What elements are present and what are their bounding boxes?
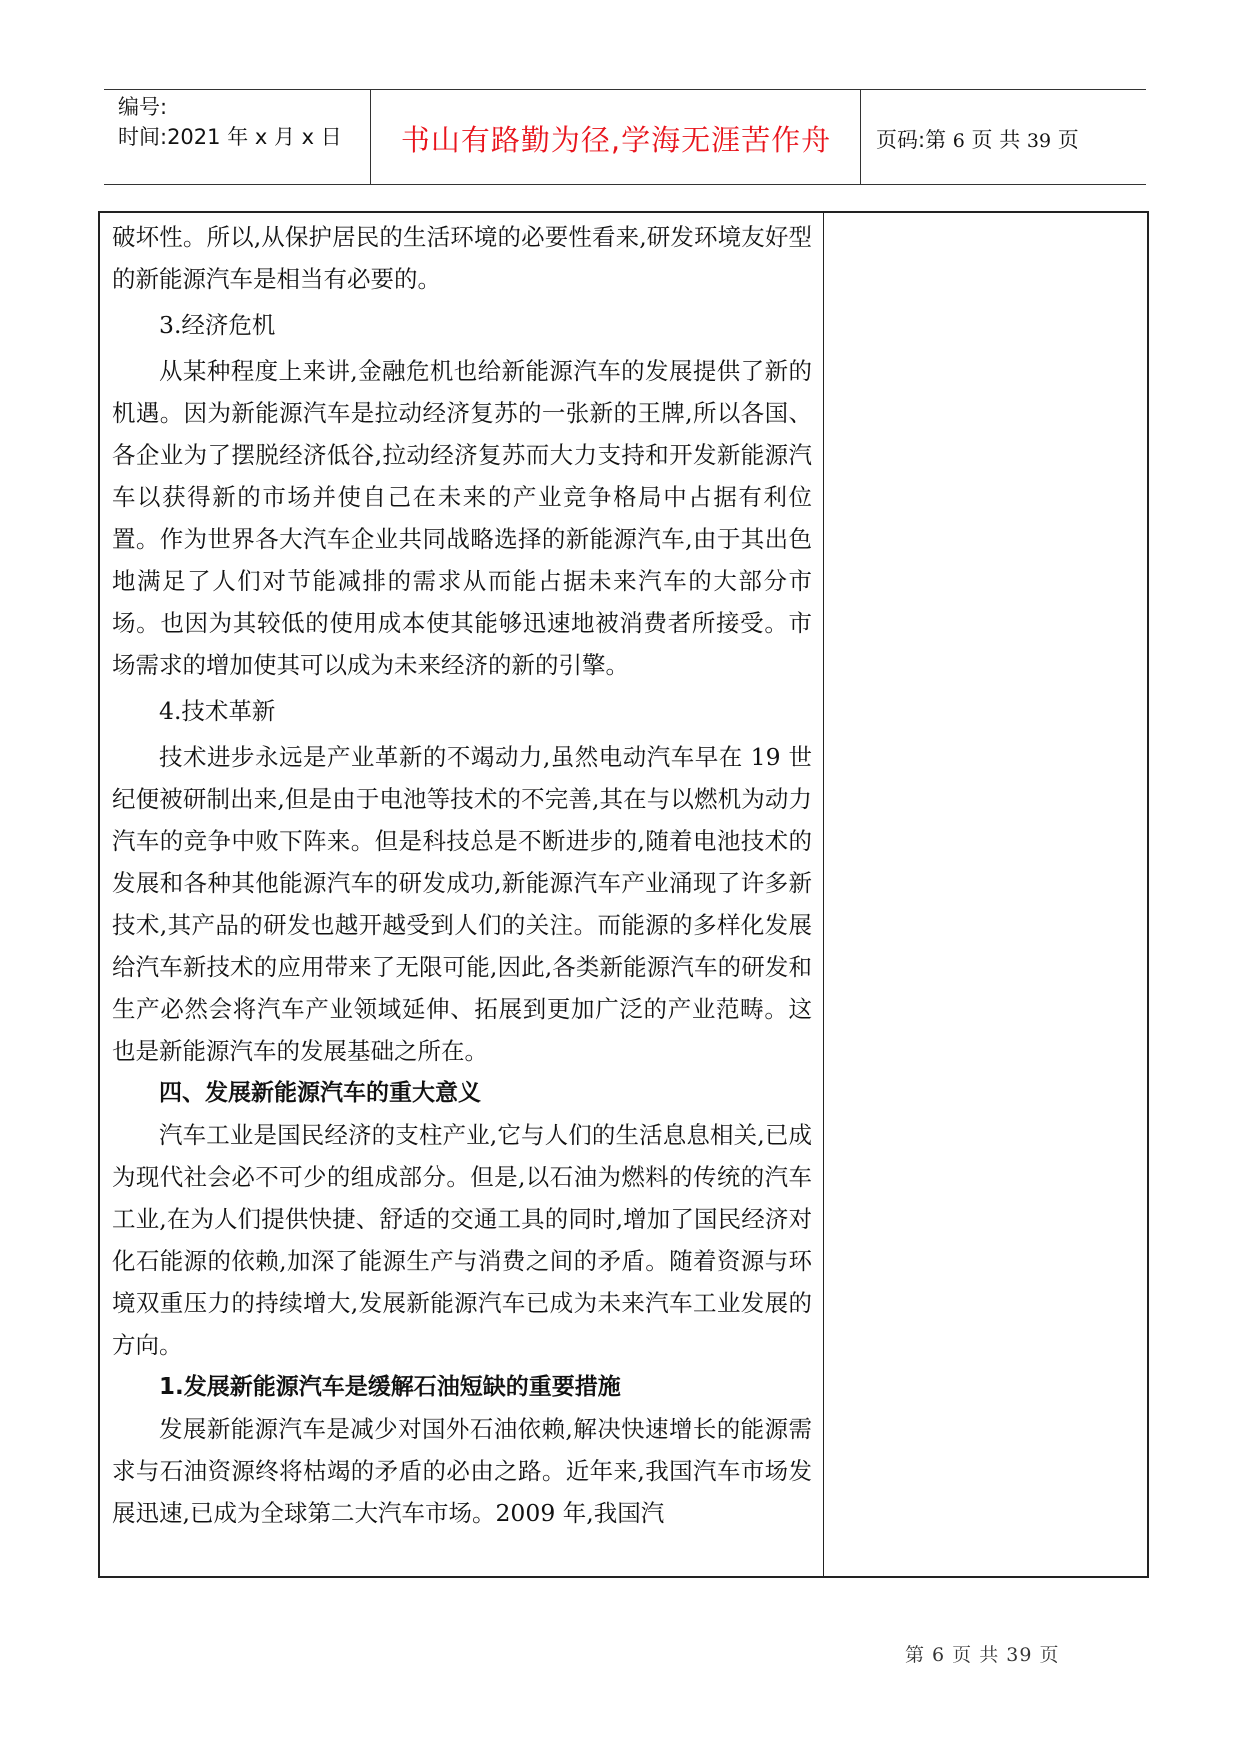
- page-footer: 第 6 页 共 39 页: [905, 1644, 1060, 1666]
- paragraph-environment: 破坏性。所以,从保护居民的生活环境的必要性看来,研发环境友好型的新能源汽车是相当有必要的。: [112, 223, 812, 293]
- heading-economic-crisis: 3.经济危机: [159, 311, 276, 339]
- page-prefix: 页码:第: [876, 128, 953, 152]
- header-divider-right: [860, 89, 861, 184]
- subheading-oil-shortage: 1.发展新能源汽车是缓解石油短缺的重要措施: [159, 1374, 621, 1400]
- body-text: [112, 216, 812, 1534]
- page-total: 39: [1026, 130, 1052, 152]
- page-number: 6: [952, 130, 965, 152]
- time-label: 时间:2021 年 x 月 x 日: [118, 125, 342, 149]
- section-heading-significance: 四、发展新能源汽车的重大意义: [159, 1080, 481, 1106]
- header-divider-left: [370, 89, 371, 184]
- heading-tech-innovation: 4.技术革新: [159, 697, 276, 725]
- page-suffix: 页: [1051, 128, 1079, 152]
- paragraph-economic-crisis: 从某种程度上来讲,金融危机也给新能源汽车的发展提供了新的机遇。因为新能源汽车是拉动经济复苏的一张新的王牌,所以各国、各企业为了摆脱经济低谷,拉动经济复苏而大力支持和开发新能源汽车以获得新的市场并使自己在未来的产业竞争格局中占据有利位置。作为世界各大汽车企业共同战略选择的新能源汽车,由于其出色地满足了人们对节能减排的需求从而能占据未来汽车的大部分市场。也因为其较低的使用成本使其能够迅速地被消费者所接受。市场需求的增加使其可以成为未来经济的新的引擎。: [112, 357, 812, 679]
- header-motto: 书山有路勤为径,学海无涯苦作舟: [400, 123, 832, 157]
- paragraph-significance: 汽车工业是国民经济的支柱产业,它与人们的生活息息相关,已成为现代社会必不可少的组成部分。但是,以石油为燃料的传统的汽车工业,在为人们提供快捷、舒适的交通工具的同时,增加了国民经济对化石能源的依赖,加深了能源生产与消费之间的矛盾。随着资源与环境双重压力的持续增大,发展新能源汽车已成为未来汽车工业发展的方向。: [112, 1121, 812, 1359]
- table-column-divider: [823, 211, 824, 1578]
- paragraph-tech-innovation: 技术进步永远是产业革新的不竭动力,虽然电动汽车早在 19 世纪便被研制出来,但是由于电池等技术的不完善,其在与以燃机为动力汽车的竞争中败下阵来。但是科技总是不断进步的,随着电池技术的发展和各种其他能源汽车的研发成功,新能源汽车产业涌现了许多新技术,其产品的研发也越开越受到人们的关注。而能源的多样化发展给汽车新技术的应用带来了无限可能,因此,各类新能源汽车的研发和生产必然会将汽车产业领域延伸、拓展到更加广泛的产业范畴。这也是新能源汽车的发展基础之所在。: [112, 743, 812, 1065]
- header-top-rule: [104, 89, 1146, 90]
- code-label: 编号:: [118, 95, 168, 119]
- header-meta: [118, 92, 342, 152]
- paragraph-oil-shortage: 发展新能源汽车是减少对国外石油依赖,解决快速增长的能源需求与石油资源终将枯竭的矛盾的必由之路。近年来,我国汽车市场发展迅速,已成为全球第二大汽车市场。2009 年,我国汽: [112, 1415, 812, 1527]
- header-bottom-rule: [104, 184, 1146, 185]
- page-indicator: [876, 124, 1079, 154]
- page-mid: 页 共: [964, 128, 1027, 152]
